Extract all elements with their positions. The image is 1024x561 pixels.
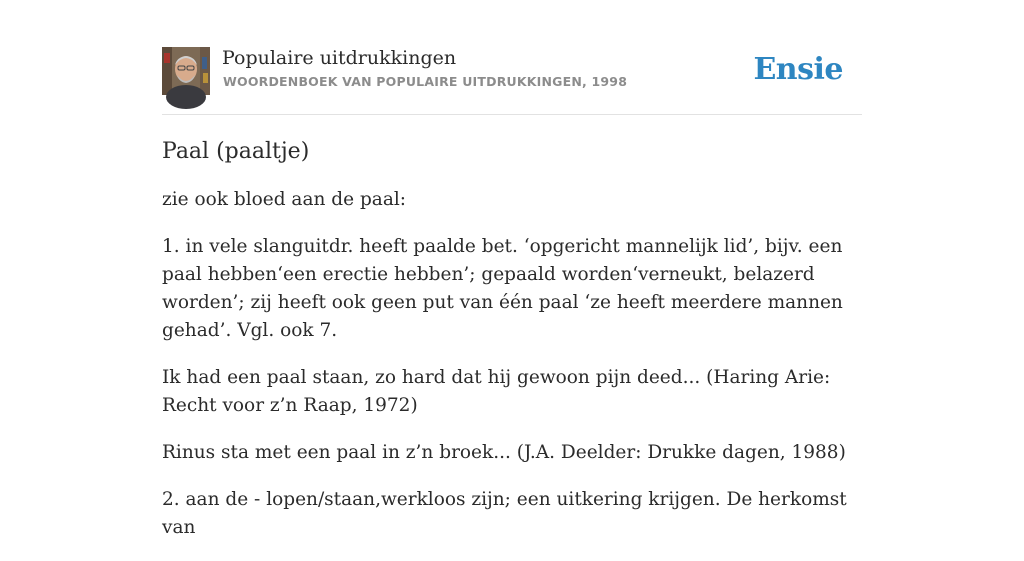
entry-paragraph: Ik had een paal staan, zo hard dat hij gewoon pijn deed... (Haring Arie: Recht voor z’n Raap, 1972) bbox=[162, 367, 831, 416]
ensie-logo[interactable]: Ensie bbox=[753, 52, 843, 87]
source-title[interactable]: Populaire uitdrukkingen bbox=[222, 47, 457, 69]
source-subtitle[interactable]: WOORDENBOEK VAN POPULAIRE UITDRUKKINGEN, 1998 bbox=[223, 74, 628, 89]
source-header bbox=[162, 46, 862, 115]
entry-content bbox=[162, 138, 862, 561]
entry-paragraph: zie ook bloed aan de paal: bbox=[162, 189, 407, 210]
entry-paragraph: Rinus sta met een paal in z’n broek... (J.A. Deelder: Drukke dagen, 1988) bbox=[162, 442, 846, 463]
entry-title: Paal (paaltje) bbox=[162, 139, 310, 164]
entry-paragraph: 2. aan de - lopen/staan,werkloos zijn; een uitkering krijgen. De herkomst van bbox=[162, 489, 847, 538]
author-avatar[interactable] bbox=[162, 47, 210, 95]
entry-paragraph: 1. in vele slanguitdr. heeft paalde bet. ‘opgericht mannelijk lid’, bijv. een paal hebben‘een erectie hebben’; gepaald worden‘verneukt, belazerd worden’; zij heeft ook geen put van één paal ‘ze heeft meerdere mannen gehad’. Vgl. ook 7. bbox=[162, 236, 843, 341]
avatar-portrait-icon bbox=[162, 47, 210, 95]
